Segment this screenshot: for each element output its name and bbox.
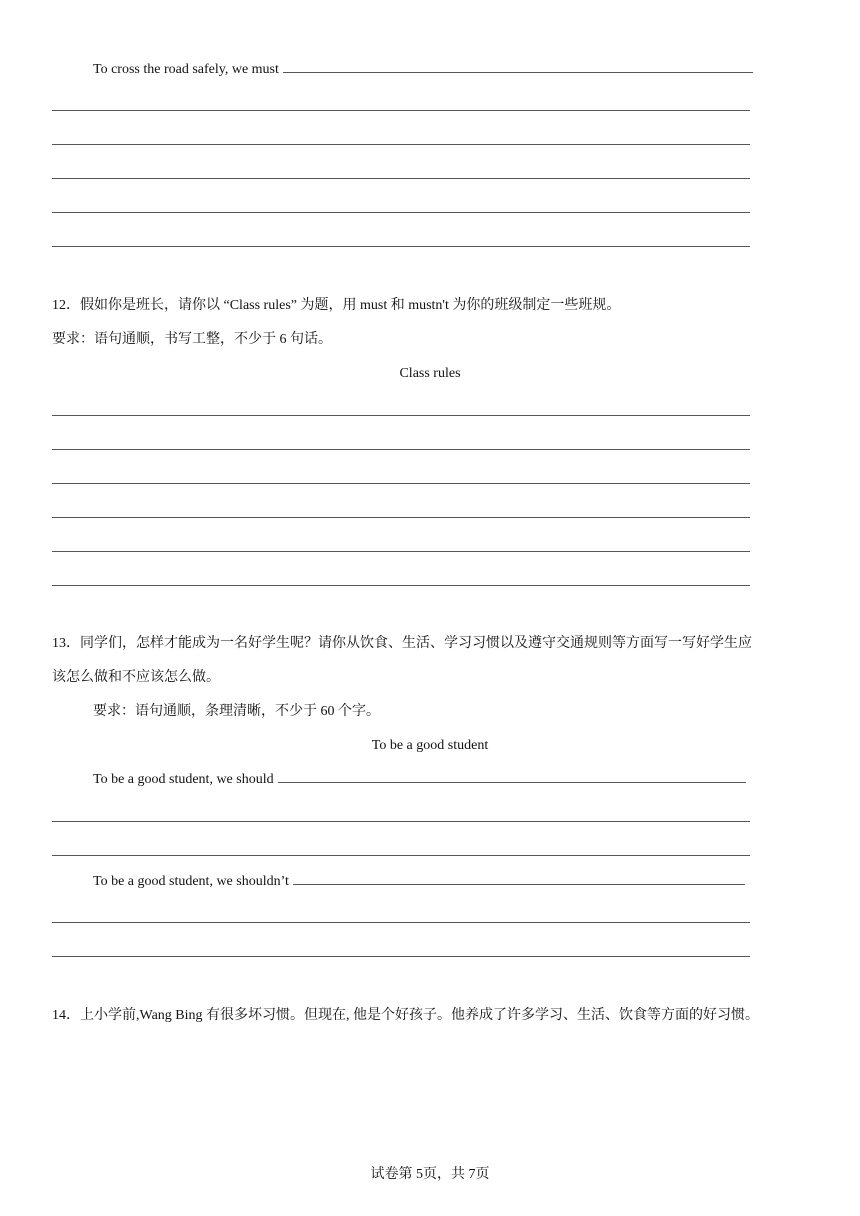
question-13-text-line1: 13．同学们，怎样才能成为一名好学生呢？请你从饮食、生活、学习习惯以及遵守交通规则等方面写一写好学生应 <box>52 636 752 651</box>
answer-line[interactable] <box>52 144 750 145</box>
question-12-title: Class rules <box>399 366 461 381</box>
should-prompt-line <box>93 771 746 789</box>
page-footer: 试卷第 5页，共 7页 <box>370 1167 490 1182</box>
question-14-text: 14．上小学前,Wang Bing 有很多坏习惯。但现在, 他是个好孩子。他养成了许多学习、生活、饮食等方面的好习惯。 <box>52 1008 760 1023</box>
question-13-title: To be a good student <box>371 738 489 753</box>
must-answer-blank[interactable] <box>283 72 753 73</box>
should-answer-blank[interactable] <box>278 782 746 783</box>
answer-line[interactable] <box>52 212 750 213</box>
must-prompt-line <box>93 61 753 79</box>
answer-line[interactable] <box>52 821 750 822</box>
answer-line[interactable] <box>52 415 750 416</box>
question-13-text-line2: 该怎么做和不应该怎么做。 <box>52 670 220 685</box>
answer-line[interactable] <box>52 956 750 957</box>
answer-line[interactable] <box>52 585 750 586</box>
answer-line[interactable] <box>52 110 750 111</box>
answer-line[interactable] <box>52 178 750 179</box>
answer-line[interactable] <box>52 551 750 552</box>
question-13-requirement: 要求：语句通顺，条理清晰，不少于 60 个字。 <box>93 704 380 719</box>
must-prompt-text: To cross the road safely, we must <box>93 62 279 77</box>
answer-line[interactable] <box>52 517 750 518</box>
question-12-text: 12．假如你是班长，请你以 “Class rules” 为题，用 must 和 mustn't 为你的班级制定一些班规。 <box>52 298 621 313</box>
answer-line[interactable] <box>52 855 750 856</box>
answer-line[interactable] <box>52 449 750 450</box>
answer-line[interactable] <box>52 246 750 247</box>
question-12-requirement: 要求：语句通顺，书写工整，不少于 6 句话。 <box>52 332 332 347</box>
should-prompt-text: To be a good student, we should <box>93 772 274 787</box>
answer-line[interactable] <box>52 922 750 923</box>
shouldnt-prompt-line <box>93 873 745 891</box>
shouldnt-prompt-text: To be a good student, we shouldn’t <box>93 874 289 889</box>
shouldnt-answer-blank[interactable] <box>293 884 745 885</box>
answer-line[interactable] <box>52 483 750 484</box>
